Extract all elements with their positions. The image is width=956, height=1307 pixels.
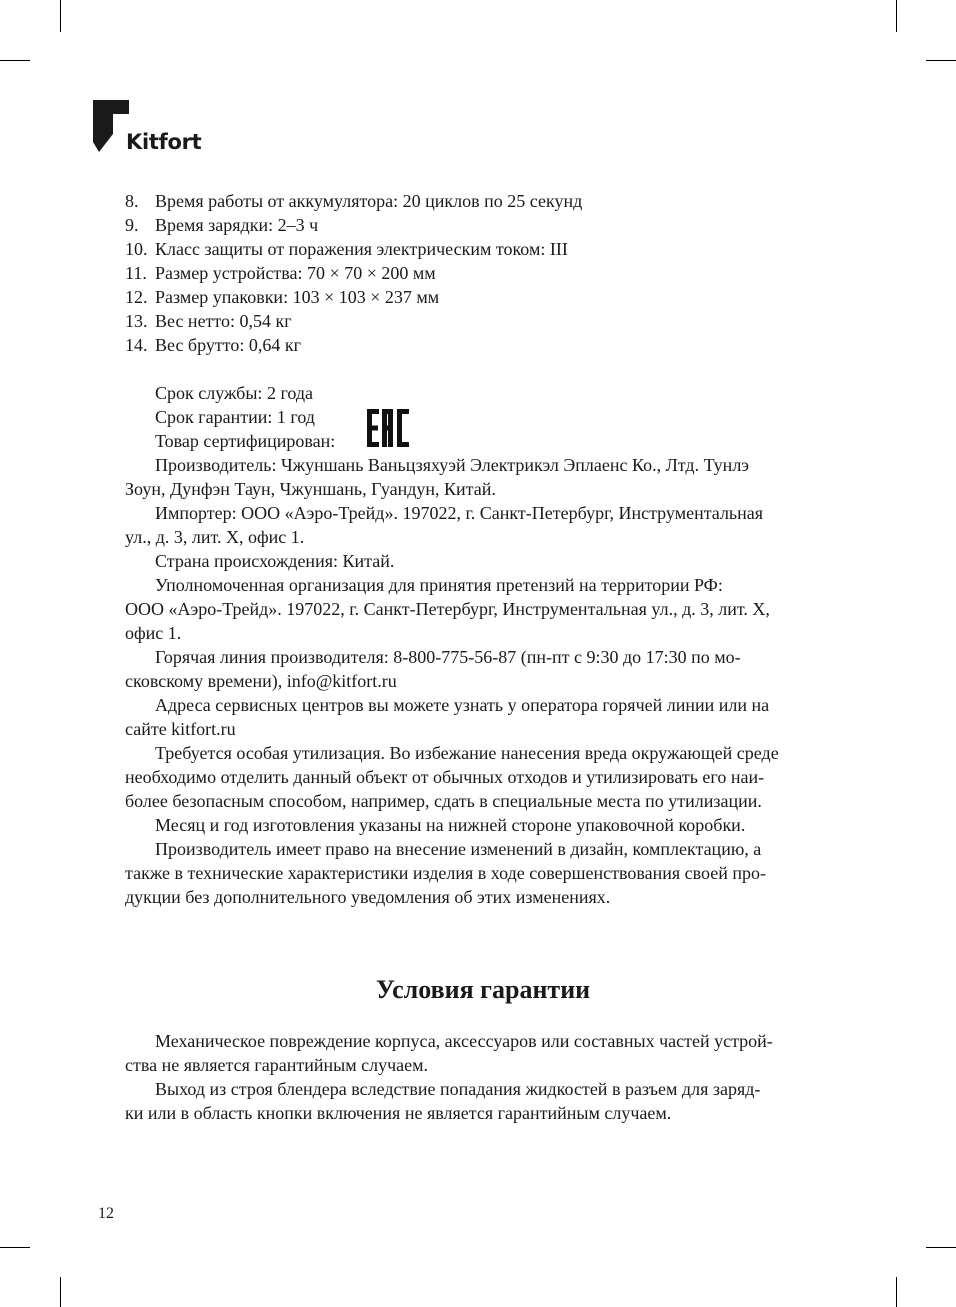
spec-text: Размер упаковки: 103 × 103 × 237 мм: [155, 287, 440, 307]
service-life: Срок службы: 2 года: [155, 383, 314, 403]
text-line: сковскому времени), info@kitfort.ru: [125, 671, 397, 691]
crop-mark: [926, 1247, 956, 1248]
crop-mark: [60, 1277, 61, 1307]
spec-number: 12.: [125, 287, 148, 307]
text-line: Производитель имеет право на внесение изменений в дизайн, комплектацию, а: [155, 839, 762, 859]
text-line: также в технические характеристики изделия в ходе совершенствования своей про-: [125, 863, 766, 883]
list-item: [125, 285, 582, 309]
text-line: сайте kitfort.ru: [125, 719, 236, 739]
importer-paragraph: [125, 501, 841, 549]
changes-paragraph: [125, 837, 841, 909]
text-line: необходимо отделить данный объект от обычных отходов и утилизировать его наи-: [125, 767, 765, 787]
manufacturer-paragraph: [125, 453, 841, 501]
spec-text: Размер устройства: 70 × 70 × 200 мм: [155, 263, 436, 283]
text-line: Адреса сервисных центров вы можете узнать у оператора горячей линии или на: [155, 695, 770, 715]
list-item: [125, 189, 582, 213]
spec-text: Вес нетто: 0,54 кг: [155, 311, 292, 331]
list-item: [125, 213, 582, 237]
brand-name: Kitfort: [126, 130, 202, 154]
spec-text: Вес брутто: 0,64 кг: [155, 335, 301, 355]
spec-number: 11.: [125, 263, 147, 283]
certified-label: Товар сертифицирован:: [155, 431, 336, 451]
service-centers-paragraph: [125, 693, 841, 741]
text-line: ООО «Аэро-Трейд». 197022, г. Санкт-Петербург, Инструментальная ул., д. 3, лит. Х,: [125, 599, 770, 619]
page-number: 12: [98, 1205, 114, 1222]
spec-number: 14.: [125, 335, 148, 355]
disposal-paragraph: [125, 741, 841, 813]
spec-number: 13.: [125, 311, 148, 331]
spec-text: Время работы от аккумулятора: 20 циклов по 25 секунд: [155, 191, 583, 211]
spec-text: Время зарядки: 2–3 ч: [155, 215, 319, 235]
text-line: Выход из строя блендера вследствие попадания жидкостей в разъем для заряд-: [155, 1079, 761, 1099]
spec-text: Класс защиты от поражения электрическим током: III: [155, 239, 568, 259]
crop-mark: [0, 60, 30, 61]
spec-number: 9.: [125, 215, 139, 235]
crop-mark: [896, 1277, 897, 1307]
warranty-paragraph: [125, 1077, 841, 1125]
list-item: [125, 333, 582, 357]
text-line: более безопасным способом, например, сдать в специальные места по утилизации.: [125, 791, 762, 811]
info-section: [125, 381, 841, 909]
text-line: ул., д. 3, лит. Х, офис 1.: [125, 527, 305, 547]
warranty-paragraph: [125, 1029, 841, 1077]
text-line: Импортер: ООО «Аэро-Трейд». 197022, г. Санкт-Петербург, Инструментальная: [155, 503, 764, 523]
crop-mark: [60, 0, 61, 32]
text-line: Зоун, Дунфэн Таун, Чжуншань, Гуандун, Китай.: [125, 479, 496, 499]
claims-paragraph: [125, 573, 841, 645]
section-title: Условия гарантии: [375, 975, 591, 1004]
text-line: Требуется особая утилизация. Во избежание нанесения вреда окружающей среде: [155, 743, 779, 763]
list-item: [125, 309, 582, 333]
text-line: Уполномоченная организация для принятия претензий на территории РФ:: [155, 575, 723, 595]
crop-mark: [926, 60, 956, 61]
text-line: дукции без дополнительного уведомления об этих изменениях.: [125, 887, 611, 907]
text-line: Месяц и год изготовления указаны на нижней стороне упаковочной коробки.: [155, 815, 746, 835]
text-line: Производитель: Чжуншань Ваньцзяхуэй Электрикэл Эплаенс Ко., Лтд. Тунлэ: [155, 455, 750, 475]
spec-number: 8.: [125, 191, 139, 211]
text-line: Страна происхождения: Китай.: [155, 551, 395, 571]
list-item: [125, 237, 582, 261]
text-line: ства не является гарантийным случаем.: [125, 1055, 429, 1075]
text-line: Горячая линия производителя: 8-800-775-56-87 (пн-пт с 9:30 до 17:30 по мо-: [155, 647, 741, 667]
hotline-paragraph: [125, 645, 841, 693]
text-line: Механическое повреждение корпуса, аксессуаров или составных частей устрой-: [155, 1031, 773, 1051]
warranty-section: [125, 1029, 841, 1125]
warranty-period: Срок гарантии: 1 год: [155, 407, 315, 427]
manufacture-date-paragraph: [125, 813, 841, 837]
crop-mark: [896, 0, 897, 32]
spec-number: 10.: [125, 239, 148, 259]
origin-paragraph: [125, 549, 841, 573]
crop-mark: [0, 1247, 30, 1248]
text-line: офис 1.: [125, 623, 182, 643]
text-line: ки или в область кнопки включения не является гарантийным случаем.: [125, 1103, 672, 1123]
spec-list: [125, 189, 582, 357]
list-item: [125, 261, 582, 285]
